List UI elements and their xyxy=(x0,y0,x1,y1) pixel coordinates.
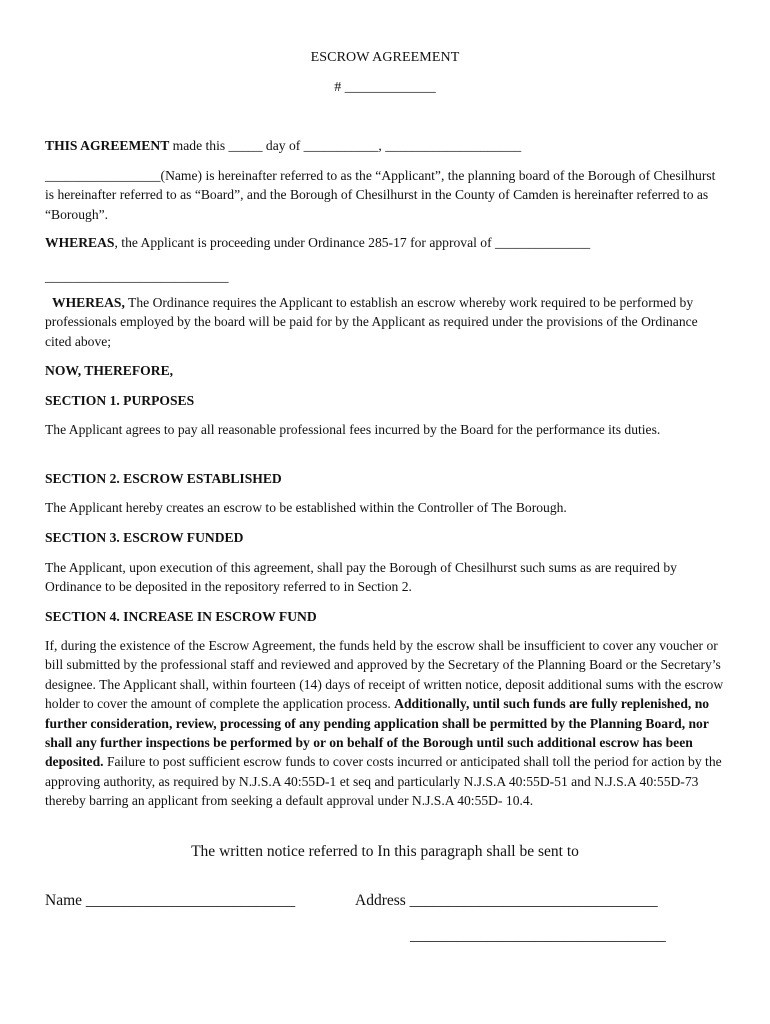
whereas-text-1: , the Applicant is proceeding under Ordinance 285-17 for approval of ______________ xyxy=(114,235,591,250)
section-2-text: The Applicant hereby creates an escrow to be established within the Controller of The Borough. xyxy=(45,500,567,515)
section-4-text-b: Failure to post sufficient escrow funds to cover costs incurred or anticipated shall toll the period for action by the approving authority, as required by N.J.S.A 40:55D-1 et seq and particularly N.J.S.A 40:55D-51 and N.J.S.A 40:55D-73 thereby barring an applicant from seeking a default approval under N.J.S.A 40:55D- 10.4. xyxy=(45,754,722,809)
agreement-date-line xyxy=(45,136,725,155)
section-1-heading: SECTION 1. PURPOSES xyxy=(45,393,195,408)
address-line-2: _________________________________ xyxy=(410,927,666,944)
parties-paragraph: _________________(Name) is hereinafter referred to as the “Applicant”, the planning board of the Borough of Chesilhurst is hereinafter referred to as “Board”, and the Borough of Chesilhurst in the County of Camden is hereinafter referred to as “Borough”. xyxy=(45,168,716,222)
address-field: Address ________________________________ xyxy=(355,892,658,909)
section-4-text-bold: Additionally, until such funds are fully replenished, no further consideration, review, processing of any pending application shall be permitted by the Planning Board, nor shall any further inspections be performed by or on behalf of the Borough until such additional escrow has been deposited. xyxy=(45,696,710,770)
agreement-lead: THIS AGREEMENT xyxy=(45,138,170,153)
whereas-lead-2: WHEREAS, xyxy=(52,295,125,310)
whereas-lead-1: WHEREAS xyxy=(45,235,115,250)
name-field: Name ___________________________ xyxy=(45,892,296,909)
notice-line: The written notice referred to In this paragraph shall be sent to xyxy=(191,843,579,860)
section-2-heading: SECTION 2. ESCROW ESTABLISHED xyxy=(45,471,282,486)
section-4-heading: SECTION 4. INCREASE IN ESCROW FUND xyxy=(45,609,317,624)
document-title: ESCROW AGREEMENT xyxy=(310,50,460,65)
agreement-number-line: # _____________ xyxy=(334,80,436,95)
whereas-escrow-paragraph xyxy=(45,293,725,351)
whereas-ordinance xyxy=(45,233,725,252)
section-4-text xyxy=(45,636,725,811)
section-1-text: The Applicant agrees to pay all reasonable professional fees incurred by the Board for the performance its duties. xyxy=(45,422,661,437)
section-4-text-a: If, during the existence of the Escrow Agreement, the funds held by the escrow shall be insufficient to cover any voucher or bill submitted by the professional staff and reviewed and approved by the Secretary of the Planning Board or the Secretary’s designee. The Applicant shall, within fourteen (14) days of receipt of written notice, deposit additional sums with the escrow holder to cover the amount of complete the application process. xyxy=(45,638,724,712)
whereas-text-2: The Ordinance requires the Applicant to establish an escrow whereby work required to be performed by professionals employed by the board will be paid for by the Applicant as required under the provisions of the Ordinance cited above; xyxy=(45,295,698,349)
agreement-date-text: made this _____ day of ___________, ____________________ xyxy=(169,138,522,153)
section-3-text: The Applicant, upon execution of this agreement, shall pay the Borough of Chesilhurst such sums as are required by Ordinance to be deposited in the repository referred to in Section 2. xyxy=(45,560,677,595)
approval-blank-line: ___________________________ xyxy=(45,269,229,284)
section-3-heading: SECTION 3. ESCROW FUNDED xyxy=(45,530,244,545)
now-therefore: NOW, THEREFORE, xyxy=(45,363,174,378)
